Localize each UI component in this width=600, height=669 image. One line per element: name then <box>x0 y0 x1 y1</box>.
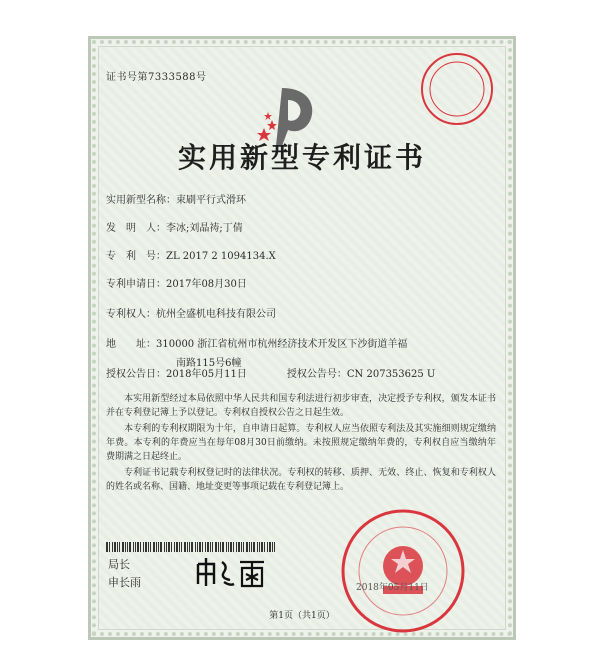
barcode-bar <box>251 542 252 552</box>
patent-certificate <box>88 36 516 640</box>
barcode <box>106 542 276 552</box>
address <box>106 338 407 352</box>
director-title: 局长 <box>108 558 130 571</box>
barcode-bar <box>125 542 126 552</box>
field-value: 2018年05月11日 授权公告号：CN 207353625 U <box>166 369 436 380</box>
handwritten-signature <box>194 556 268 588</box>
field-label: 专 利 号： <box>106 251 166 262</box>
barcode-bar <box>269 542 271 552</box>
field-value: ZL 2017 2 1094134.X <box>166 251 276 262</box>
address-line-2: 南路115号6幢 <box>176 358 242 369</box>
barcode-bar <box>212 542 213 552</box>
barcode-bar <box>195 542 196 552</box>
barcode-bar <box>158 542 159 552</box>
barcode-bar <box>176 542 178 552</box>
barcode-bar <box>191 542 193 552</box>
field-label: 授权公告日： <box>106 369 166 380</box>
barcode-bar <box>215 542 217 552</box>
application-date <box>106 278 247 292</box>
seal-date: 2018年05月11日 <box>356 583 429 593</box>
patentee <box>106 308 276 322</box>
field-label: 实用新型名称： <box>106 195 176 206</box>
barcode-bar <box>257 542 258 552</box>
page-footer: 第1页（共1页） <box>269 611 335 621</box>
small-red-stamp <box>418 50 496 128</box>
barcode-bar <box>181 542 182 552</box>
barcode-bar <box>168 542 170 552</box>
barcode-bar <box>109 542 110 552</box>
barcode-bar <box>106 542 108 552</box>
inventors <box>106 222 243 236</box>
barcode-bar <box>187 542 188 552</box>
barcode-bar <box>174 542 175 552</box>
barcode-bar <box>133 542 134 552</box>
barcode-bar <box>171 542 172 552</box>
barcode-bar <box>220 542 221 552</box>
barcode-bar <box>164 542 165 552</box>
barcode-bar <box>150 542 151 552</box>
barcode-bar <box>145 542 147 552</box>
patent-number <box>106 250 276 264</box>
barcode-bar <box>179 542 180 552</box>
barcode-bar <box>117 542 118 552</box>
barcode-bar <box>228 542 229 552</box>
barcode-bar <box>205 542 206 552</box>
barcode-bar <box>153 542 155 552</box>
barcode-bar <box>143 542 144 552</box>
barcode-bar <box>226 542 227 552</box>
barcode-bar <box>197 542 198 552</box>
barcode-bar <box>230 542 232 552</box>
barcode-bar <box>267 542 268 552</box>
barcode-bar <box>122 542 124 552</box>
barcode-bar <box>238 542 240 552</box>
barcode-bar <box>261 542 263 552</box>
paragraph-grant: 本实用新型经过本局依照中华人民共和国专利法进行初步审查，决定授予专利权，颁发本证书并在专利登记簿上予以登记。专利权自授权公告之日起生效。 <box>106 394 496 418</box>
barcode-bar <box>160 542 162 552</box>
barcode-bar <box>243 542 244 552</box>
barcode-bar <box>202 542 203 552</box>
field-label: 专利权人： <box>106 309 156 320</box>
barcode-bar <box>241 542 242 552</box>
barcode-bar <box>189 542 190 552</box>
barcode-bar <box>140 542 141 552</box>
field-label: 地 址： <box>106 339 156 350</box>
barcode-bar <box>114 542 116 552</box>
barcode-bar <box>233 542 234 552</box>
barcode-bar <box>135 542 136 552</box>
barcode-bar <box>253 542 255 552</box>
barcode-bar <box>246 542 248 552</box>
barcode-bar <box>129 542 131 552</box>
barcode-bar <box>148 542 149 552</box>
barcode-bar <box>156 542 157 552</box>
paragraph-term: 本专利的专利权期限为十年，自申请日起算。专利权人应当依照专利法及其实施细则规定缴纳年费。本专利的年费应当在每年08月30日前缴纳。未按照规定缴纳年费的，专利权自应当缴纳年费期满之日起终止。 <box>106 424 496 462</box>
barcode-bar <box>166 542 167 552</box>
grant-announcement <box>106 368 435 382</box>
barcode-bar <box>119 542 120 552</box>
field-value: 310000 浙江省杭州市杭州经济技术开发区下沙街道羊福 <box>156 339 408 350</box>
paragraph-register: 专利证书记载专利权登记时的法律状况。专利权的转移、质押、无效、终止、恢复和专利权人的姓名或名称、国籍、地址变更等事项记载在专利登记簿上。 <box>106 468 496 492</box>
field-label: 专利申请日： <box>106 279 166 290</box>
barcode-bar <box>236 542 237 552</box>
director-name: 申长雨 <box>108 576 141 589</box>
barcode-bar <box>259 542 260 552</box>
certificate-number: 证书号第7333588号 <box>106 72 207 83</box>
certificate-title: 实用新型专利证书 <box>177 141 426 174</box>
barcode-bar <box>199 542 201 552</box>
barcode-bar <box>137 542 139 552</box>
field-value: 杭州全盛机电科技有限公司 <box>156 309 276 320</box>
barcode-bar <box>210 542 211 552</box>
barcode-bar <box>218 542 219 552</box>
barcode-bar <box>222 542 224 552</box>
barcode-bar <box>112 542 113 552</box>
barcode-bar <box>264 542 265 552</box>
utility-model-name <box>106 194 246 208</box>
field-value: 李冰;刘晶祷;丁倩 <box>166 223 243 234</box>
field-value: 束刷平行式滑环 <box>176 195 246 206</box>
field-value: 2017年08月30日 <box>166 279 247 290</box>
barcode-bar <box>207 542 209 552</box>
barcode-bar <box>249 542 250 552</box>
barcode-bar <box>274 542 275 552</box>
barcode-bar <box>127 542 128 552</box>
barcode-bar <box>184 542 186 552</box>
field-label: 发 明 人： <box>106 223 166 234</box>
barcode-bar <box>272 542 273 552</box>
